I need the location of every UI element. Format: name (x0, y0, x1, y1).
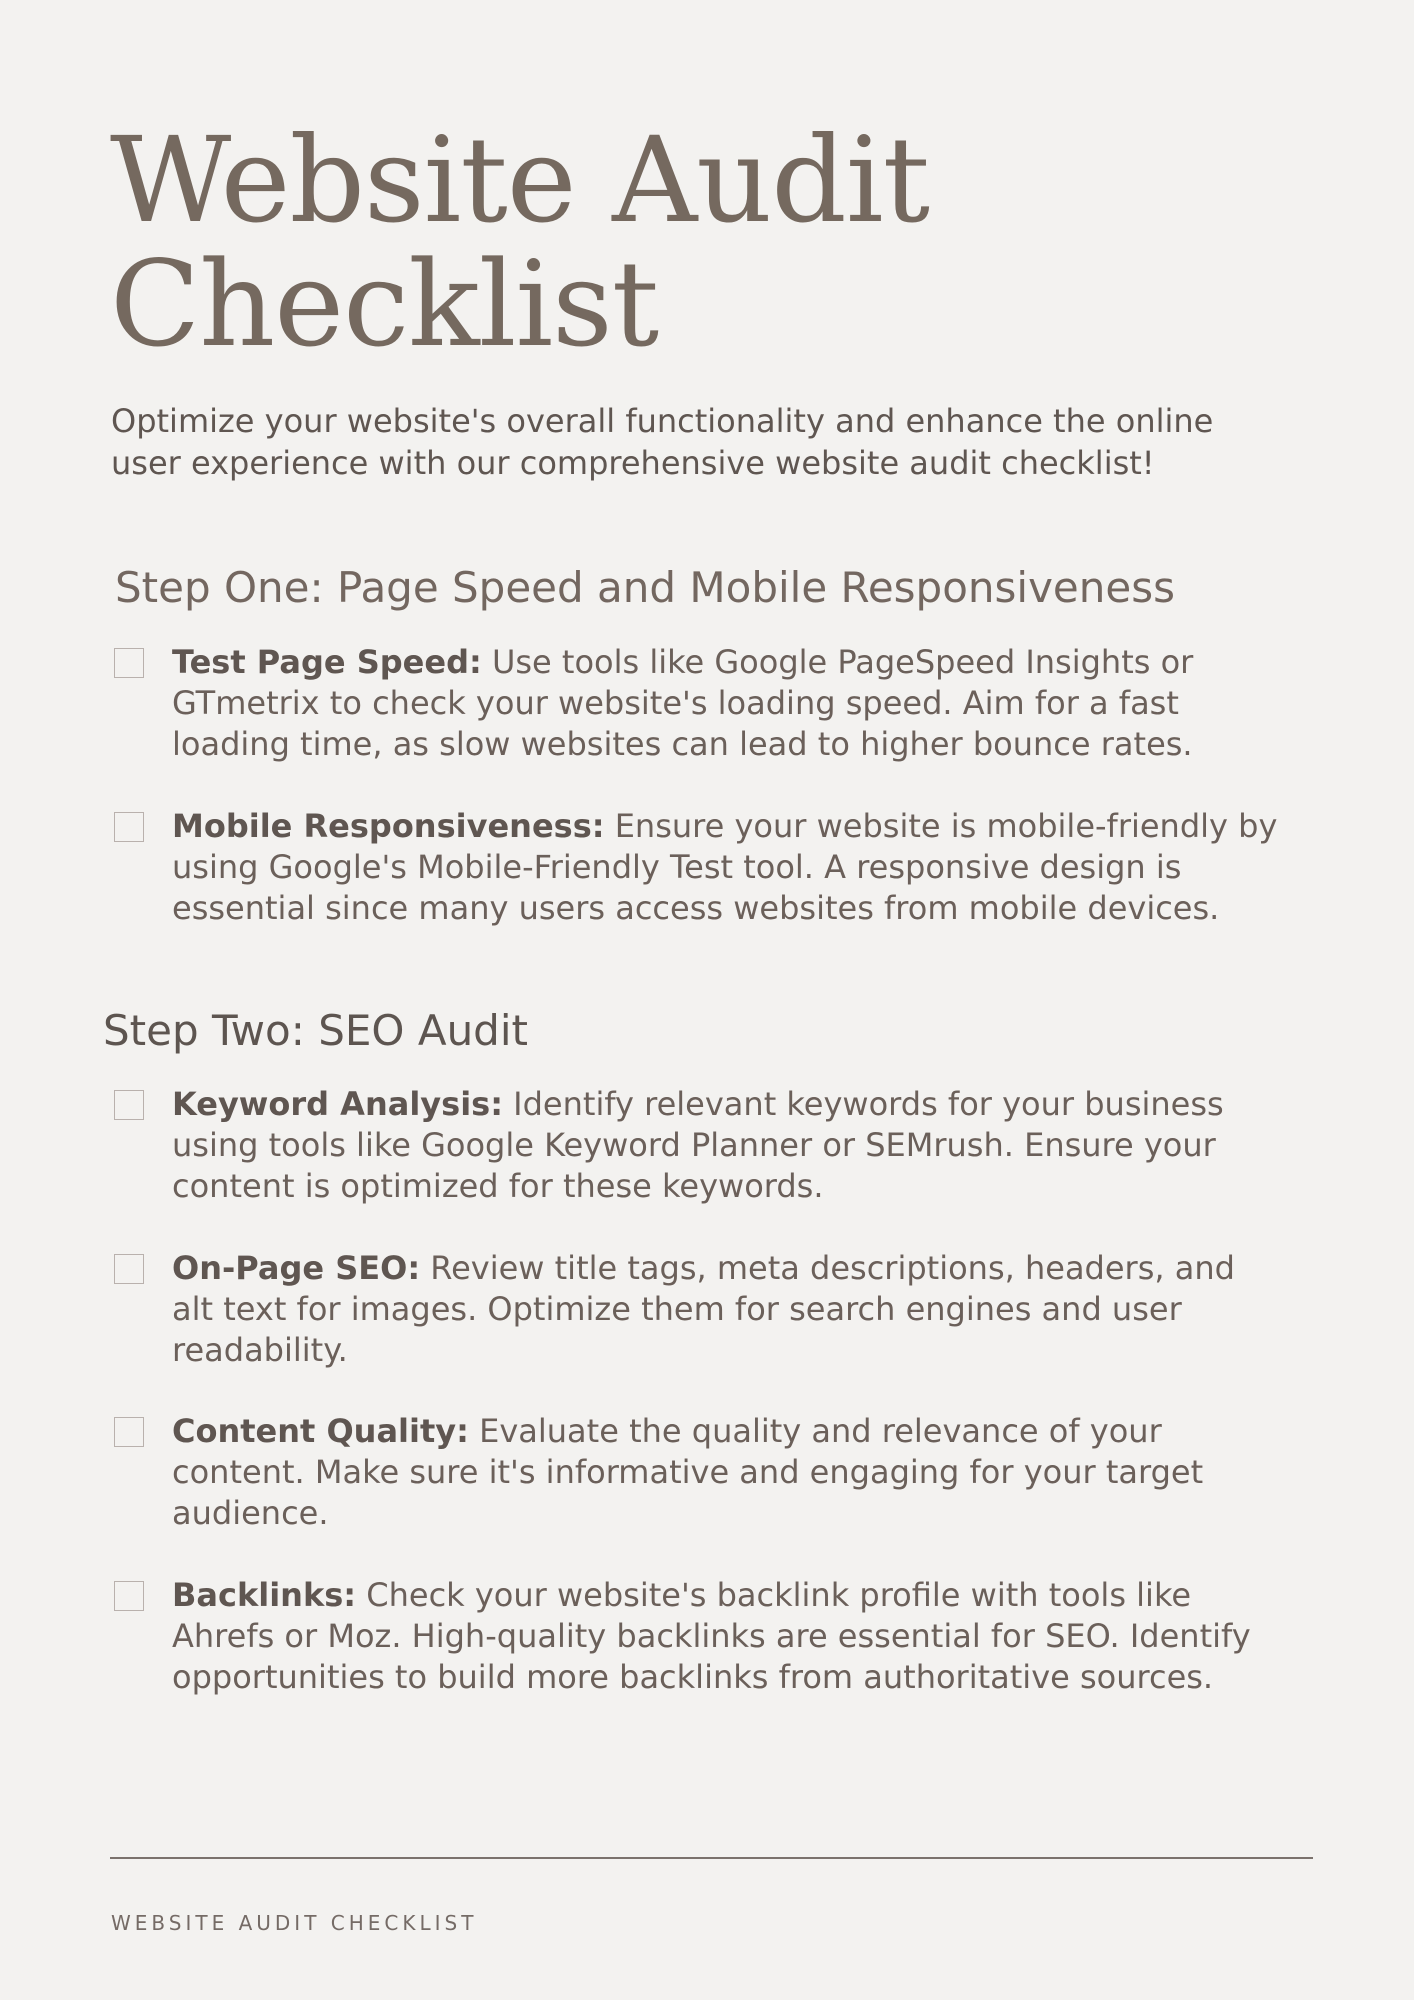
checklist-item-title: Mobile Responsiveness: (172, 807, 605, 845)
checklist-item-content (172, 642, 1284, 765)
page-title-line-1: Website Audit (110, 111, 929, 249)
checklist-item-test-page-speed (114, 642, 1284, 765)
checkbox[interactable] (114, 1254, 144, 1284)
checklist-item-title: Test Page Speed: (172, 643, 482, 681)
checklist-item-description: Use tools like Google PageSpeed Insights or GTmetrix to check your website's loading speed. Aim for a fast loading time, as slow websites can lead to higher bounce rates. (172, 643, 1194, 763)
checklist-item-on-page-seo (114, 1248, 1284, 1371)
checkbox[interactable] (114, 1090, 144, 1120)
checklist-item-content (172, 1084, 1284, 1207)
checklist-item-description: Evaluate the quality and relevance of your content. Make sure it's informative and engaging for your target audience. (172, 1412, 1204, 1532)
intro-text: Optimize your website's overall functionality and enhance the online user experience with our comprehensive website audit checklist! (111, 402, 1214, 482)
checklist-item-content-quality (114, 1411, 1284, 1534)
checklist-item-description: Review title tags, meta descriptions, headers, and alt text for images. Optimize them for search engines and user readability. (172, 1249, 1235, 1369)
checklist-item-keyword-analysis (114, 1084, 1284, 1207)
step-two-heading: Step Two: SEO Audit (103, 1006, 528, 1055)
checklist-item-title: On-Page SEO: (172, 1249, 421, 1287)
page-title-line-2: Checklist (110, 235, 659, 373)
checklist-item-title: Content Quality: (172, 1412, 469, 1450)
checklist-item-backlinks (114, 1575, 1284, 1698)
checklist-item-content (172, 806, 1284, 929)
checkbox[interactable] (114, 1417, 144, 1447)
checklist-item-content (172, 1248, 1284, 1371)
checklist-item-content (172, 1575, 1284, 1698)
checkbox[interactable] (114, 812, 144, 842)
page-title (110, 111, 929, 373)
checklist-item-title: Backlinks: (172, 1576, 357, 1614)
checklist-item-description: Ensure your website is mobile-friendly by using Google's Mobile-Friendly Test tool. A responsive design is essential since many users access websites from mobile devices. (172, 807, 1278, 927)
step-one-heading: Step One: Page Speed and Mobile Responsiveness (115, 563, 1175, 612)
checklist-item-description: Check your website's backlink profile with tools like Ahrefs or Moz. High-quality backlinks are essential for SEO. Identify opportunities to build more backlinks from authoritative sources. (172, 1576, 1251, 1696)
checklist-item-content (172, 1411, 1284, 1534)
checkbox[interactable] (114, 648, 144, 678)
checklist-item-title: Keyword Analysis: (172, 1085, 503, 1123)
checklist-item-mobile-responsiveness (114, 806, 1284, 929)
checkbox[interactable] (114, 1581, 144, 1611)
checklist-item-description: Identify relevant keywords for your business using tools like Google Keyword Planner or SEMrush. Ensure your content is optimized for these keywords. (172, 1085, 1224, 1205)
footer-label: WEBSITE AUDIT CHECKLIST (111, 1911, 478, 1935)
footer-divider (110, 1857, 1313, 1859)
